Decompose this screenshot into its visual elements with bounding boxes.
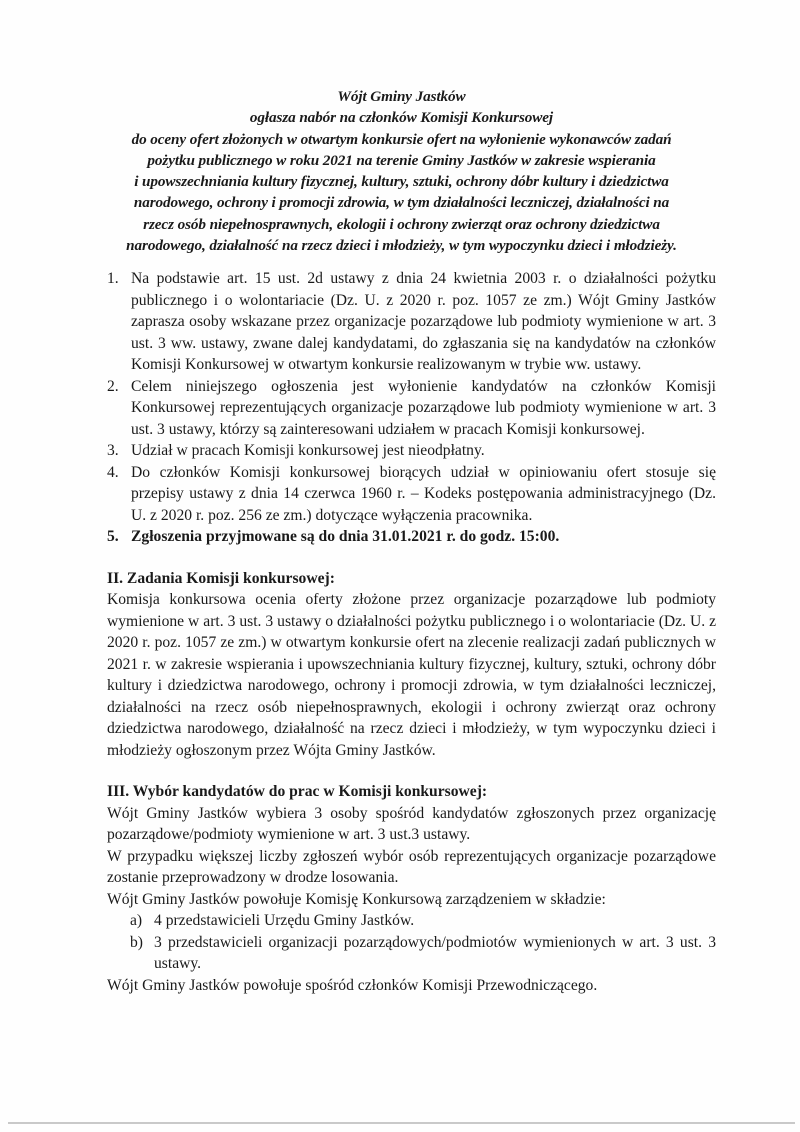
- list-item-text: Udział w pracach Komisji konkursowej jest nieodpłatny.: [131, 442, 485, 460]
- header-line: do oceny ofert złożonych w otwartym konkursie ofert na wyłonienie wykonawców zadań: [131, 130, 672, 148]
- list-letter: b): [130, 933, 143, 951]
- list-item: [107, 268, 716, 376]
- section-paragraph: Wójt Gminy Jastków powołuje Komisję Konkursową zarządzeniem w składzie:: [107, 890, 606, 908]
- section-committee-tasks: [107, 568, 716, 762]
- list-item-text: Na podstawie art. 15 ust. 2d ustawy z dnia 24 kwietnia 2003 r. o działalności pożytku publicznego i o wolontariacie (Dz. U. z 2020 r. poz. 1057 ze zm.) Wójt Gminy Jastków zaprasza osoby wskazane przez organizacje pozarządowe lub podmioty wymienione w art. 3 ust. 3 ww. ustawy, zwane dalej kandydatami, do zgłaszania się na kandydatów na członków Komisji Konkursowej w otwartym konkursie realizowanym w trybie ww. ustawy.: [131, 270, 716, 374]
- header-line: narodowego, działalność na rzecz dzieci i młodzieży, w tym wypoczynku dzieci i młodzieży.: [126, 237, 677, 255]
- section-heading: III. Wybór kandydatów do prac w Komisji konkursowej:: [107, 783, 488, 801]
- list-letter: a): [130, 912, 143, 930]
- list-item-text: 4 przedstawicieli Urzędu Gminy Jastków.: [154, 912, 415, 930]
- section-paragraph: W przypadku większej liczby zgłoszeń wybór osób reprezentujących organizacje pozarządowe zostanie przeprowadzony w drodze losowania.: [107, 847, 716, 887]
- header-line: narodowego, ochrony i promocji zdrowia, w tym działalności leczniczej, działalności na: [133, 194, 670, 212]
- page-bottom-edge: [8, 1122, 795, 1124]
- header-line: rzecz osób niepełnosprawnych, ekologii i ochrony zwierząt oraz ochrony dziedzictwa: [143, 215, 660, 233]
- list-number: 3.: [107, 442, 119, 460]
- header-line: ogłasza nabór na członków Komisji Konkursowej: [249, 109, 554, 127]
- list-number: 1.: [107, 270, 119, 288]
- list-item-text: Celem niniejszego ogłoszenia jest wyłonienie kandydatów na członków Komisji Konkursowej reprezentujących organizacje pozarządowe lub podmioty wymienione w art. 3 ust. 3 ustawy, którzy są zainteresowani udziałem w pracach Komisji konkursowej.: [131, 377, 716, 438]
- section-candidate-selection: [107, 781, 716, 996]
- list-item: [130, 910, 716, 932]
- list-item-text: 3 przedstawicieli organizacji pozarządowych/podmiotów wymienionych w art. 3 ust. 3 ustawy.: [154, 933, 716, 973]
- header-line: pożytku publicznego w roku 2021 na terenie Gminy Jastków w zakresie wspierania: [147, 151, 656, 169]
- deadline-text: Zgłoszenia przyjmowane są do dnia 31.01.2021 r. do godz. 15:00.: [131, 528, 560, 546]
- announcement-header: [85, 86, 718, 256]
- composition-list: [107, 910, 716, 975]
- header-line: i upowszechniania kultury fizycznej, kultury, sztuki, ochrony dóbr kultury i dziedzictwa: [134, 173, 669, 191]
- list-item: [107, 440, 716, 462]
- section-paragraph: Komisja konkursowa ocenia oferty złożone przez organizacje pozarządowe lub podmioty wymienione w art. 3 ust. 3 ustawy o działalności pożytku publicznego i o wolontariacie (Dz. U. z 2020 r. poz. 1057 ze zm.) w otwartym konkursie ofert na zlecenie realizacji zadań publicznych w 2021 r. w zakresie wspierania i upowszechniania kultury fizycznej, kultury, sztuki, ochrony dóbr kultury i dziedzictwa narodowego, ochrony i promocji zdrowia, w tym działalności leczniczej, działalności na rzecz osób niepełnosprawnych, ekologii i ochrony zwierząt oraz ochrony dziedzictwa narodowego, działalność na rzecz dzieci i młodzieży, w tym wypoczynku dzieci i młodzieży ogłoszonym przez Wójta Gminy Jastków.: [107, 591, 716, 759]
- list-number: 5.: [107, 528, 119, 546]
- header-title: Wójt Gminy Jastków: [337, 88, 466, 105]
- document-page: [107, 86, 716, 996]
- list-number: 4.: [107, 463, 119, 481]
- section-paragraph: Wójt Gminy Jastków powołuje spośród członków Komisji Przewodniczącego.: [107, 976, 598, 994]
- deadline-item: [107, 526, 716, 548]
- list-item: [130, 932, 716, 975]
- numbered-list: [107, 268, 716, 548]
- list-item: [107, 376, 716, 441]
- list-number: 2.: [107, 377, 119, 395]
- section-heading: II. Zadania Komisji konkursowej:: [107, 569, 335, 587]
- list-item: [107, 462, 716, 527]
- section-paragraph: Wójt Gminy Jastków wybiera 3 osoby spośród kandydatów zgłoszonych przez organizację pozarządowe/podmioty wymienione w art. 3 ust.3 ustawy.: [107, 804, 716, 844]
- list-item-text: Do członków Komisji konkursowej biorących udział w opiniowaniu ofert stosuje się przepisy ustawy z dnia 14 czerwca 1960 r. – Kodeks postępowania administracyjnego (Dz. U. z 2020 r. poz. 256 ze zm.) dotyczące wyłączenia pracownika.: [131, 463, 716, 524]
